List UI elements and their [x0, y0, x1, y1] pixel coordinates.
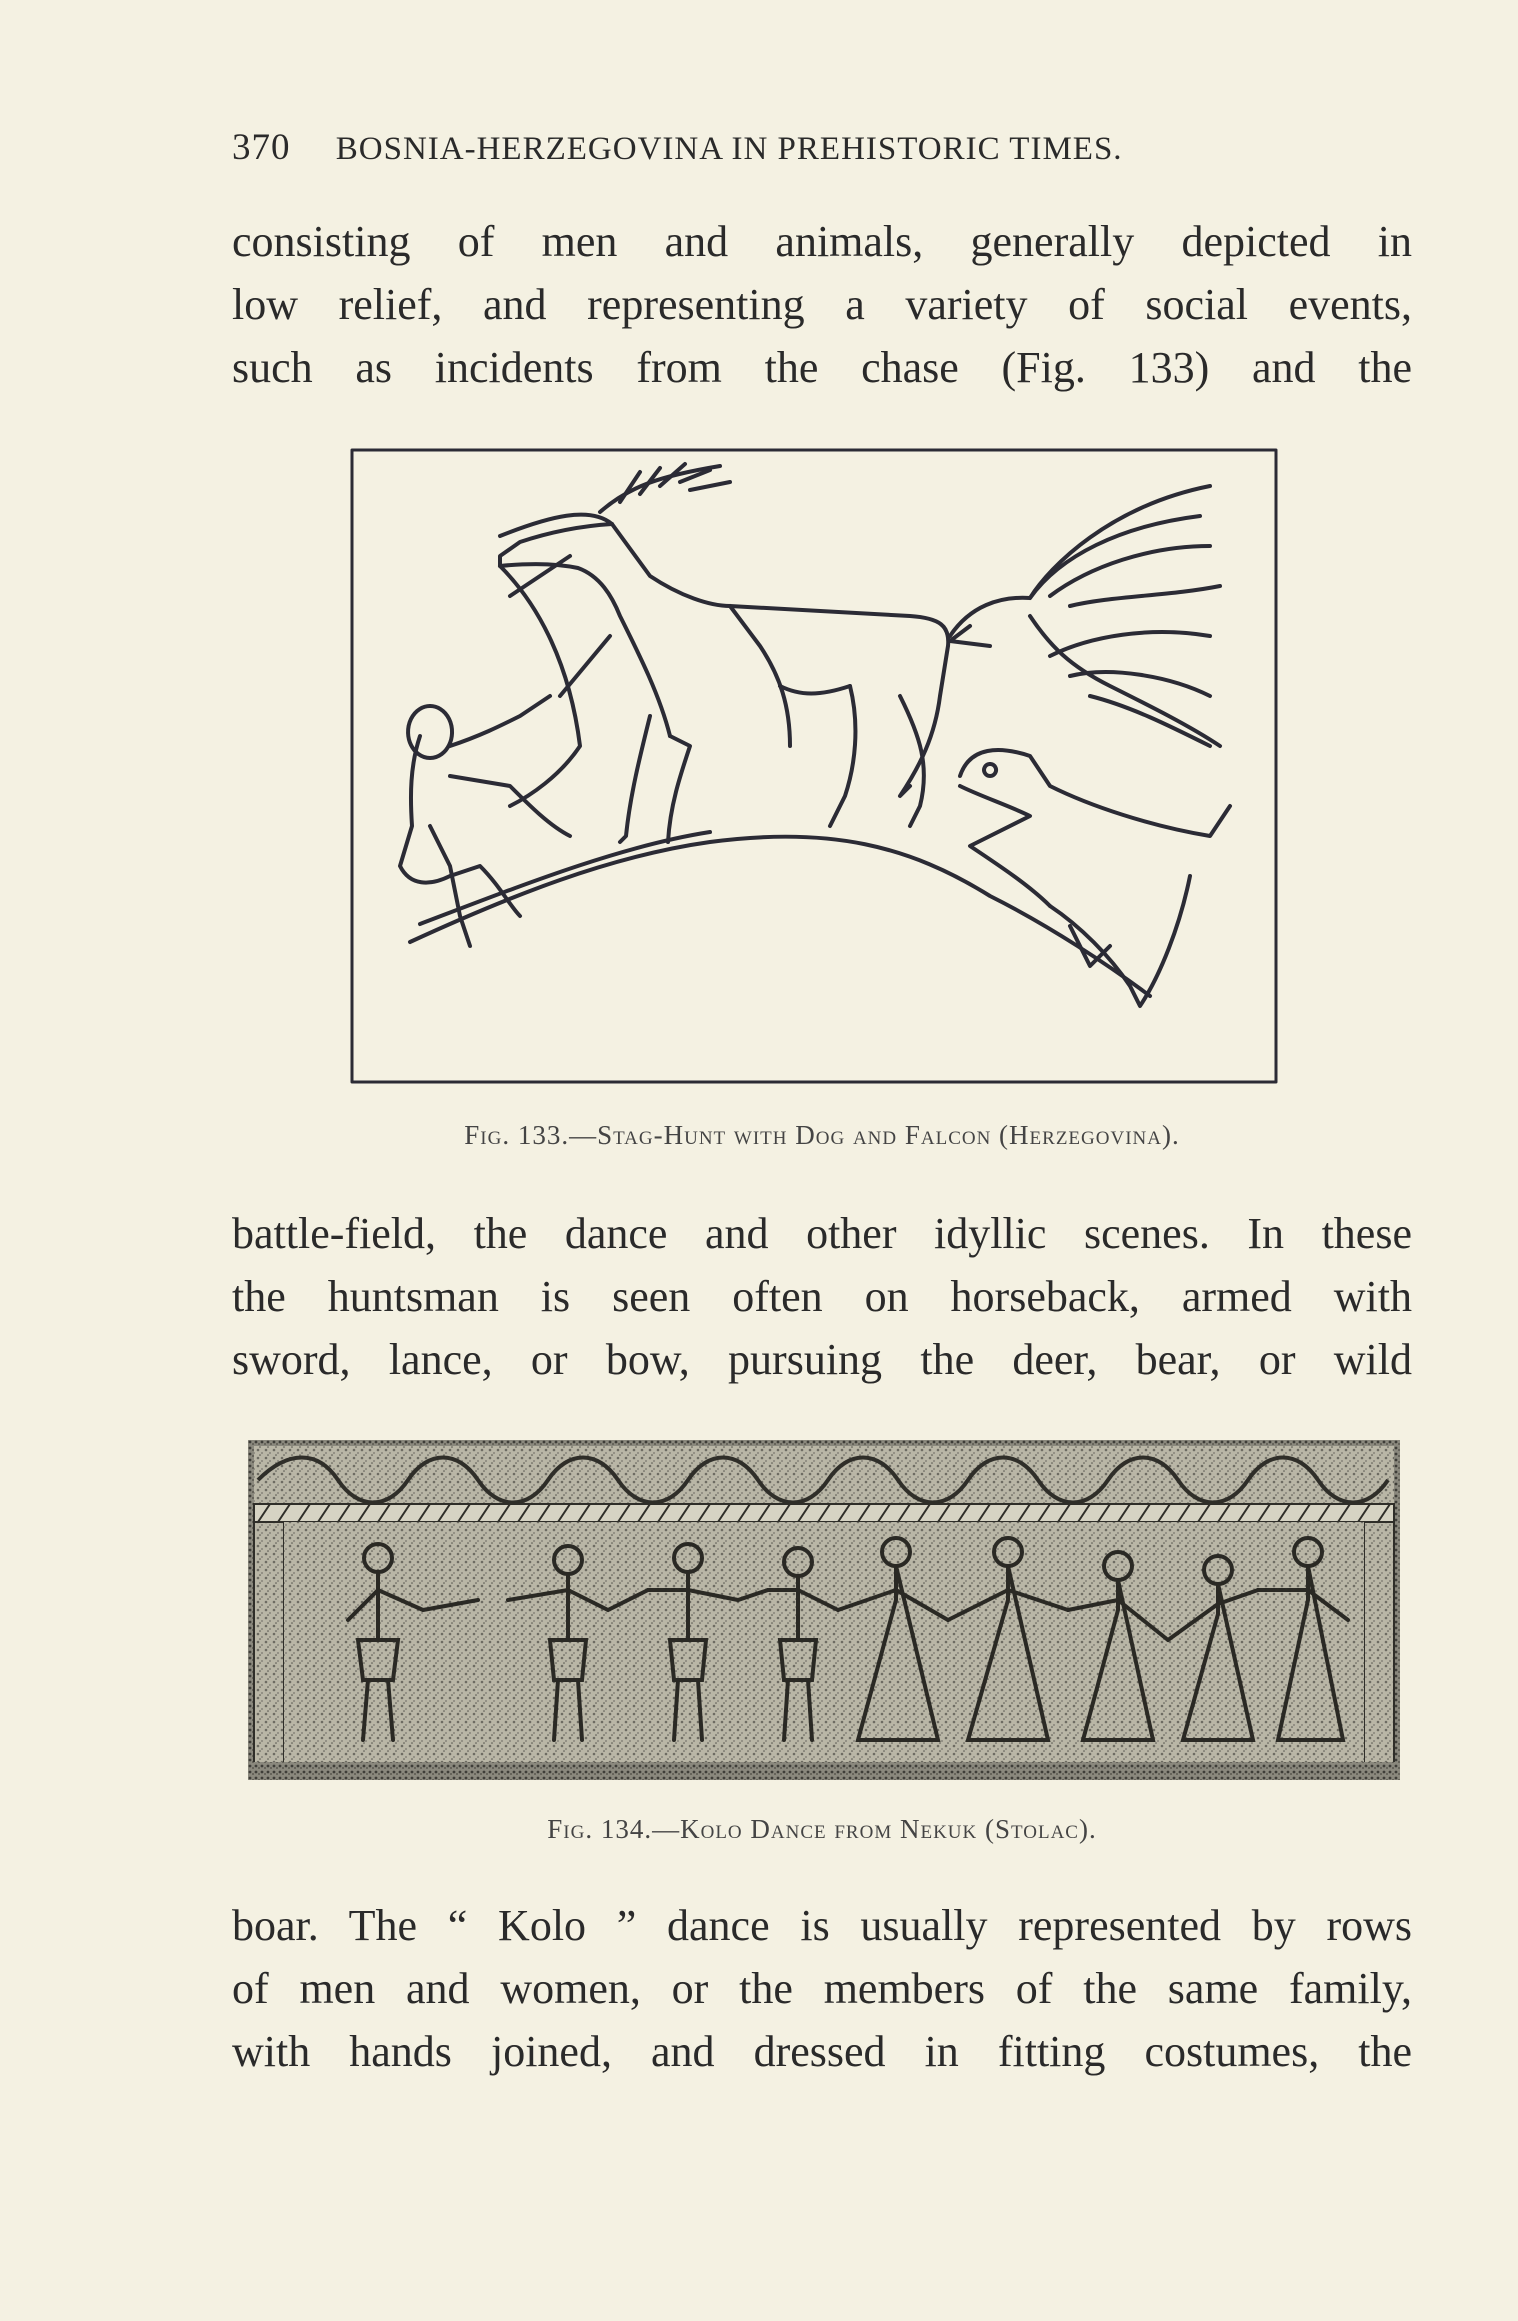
paragraph-3 — [232, 1894, 1412, 2083]
running-head — [232, 126, 1412, 169]
kolo-dance-figure — [248, 1440, 1400, 1780]
text-line: with hands joined, and dressed in fitting costumes, the — [232, 2027, 1412, 2076]
running-title: BOSNIA-HERZEGOVINA IN PREHISTORIC TIMES. — [335, 131, 1123, 167]
text-line: boar. The “ Kolo ” dance is usually represented by rows — [232, 1901, 1412, 1950]
paragraph-1 — [232, 210, 1412, 399]
text-line: the huntsman is seen often on horseback, armed with — [232, 1272, 1412, 1321]
paragraph-2 — [232, 1202, 1412, 1391]
text-line: low relief, and representing a variety of social events, — [232, 280, 1412, 329]
text-line: such as incidents from the chase (Fig. 133) and the — [232, 343, 1412, 392]
text-line: consisting of men and animals, generally depicted in — [232, 217, 1412, 266]
stag-hunt-figure — [350, 446, 1280, 1086]
page-number: 370 — [232, 127, 291, 168]
caption-text: Fig. 134.—Kolo Dance from Nekuk (Stolac). — [547, 1814, 1097, 1844]
figure-133-caption — [232, 1120, 1412, 1151]
text-line: of men and women, or the members of the same family, — [232, 1964, 1412, 2013]
caption-text: Fig. 133.—Stag-Hunt with Dog and Falcon (Herzegovina). — [464, 1120, 1180, 1150]
figure-134-caption — [232, 1814, 1412, 1845]
text-line: battle-field, the dance and other idyllic scenes. In these — [232, 1209, 1412, 1258]
text-line: sword, lance, or bow, pursuing the deer, bear, or wild — [232, 1335, 1412, 1384]
